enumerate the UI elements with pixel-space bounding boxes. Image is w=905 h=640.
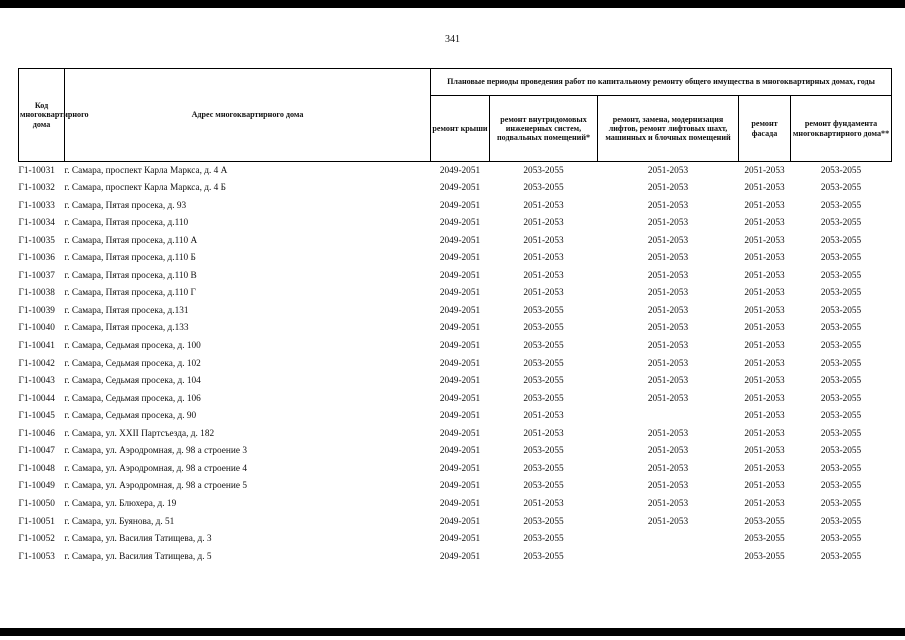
- cell-foundation: 2053-2055: [820, 428, 862, 439]
- cell-utilities: 2053-2055: [523, 341, 564, 352]
- cell-code: Г1-10046: [18, 428, 55, 439]
- cell-elevators: [598, 548, 739, 566]
- cell-foundation: 2053-2055: [820, 516, 862, 527]
- cell-address: г. Самара, Пятая просека, д.133: [64, 323, 189, 334]
- cell-roof: 2049-2051: [439, 200, 481, 211]
- table-row: [19, 197, 892, 215]
- cell-roof: 2049-2051: [439, 411, 481, 422]
- cell-foundation: 2053-2055: [820, 463, 862, 474]
- cell-facade: 2051-2053: [744, 463, 785, 474]
- cell-foundation: 2053-2055: [820, 270, 862, 281]
- cell-elevators: 2051-2053: [647, 341, 689, 352]
- cell-address: г. Самара, ул. Василия Татищева, д. 3: [64, 534, 212, 545]
- cell-roof: 2049-2051: [439, 323, 481, 334]
- page-number: 341: [445, 34, 460, 45]
- cell-roof: 2049-2051: [439, 183, 481, 194]
- cell-roof: 2049-2051: [439, 376, 481, 387]
- cell-address: г. Самара, Пятая просека, д.110 Б: [64, 253, 196, 264]
- cell-elevators: 2051-2053: [647, 200, 689, 211]
- cell-roof: 2049-2051: [439, 253, 481, 264]
- cell-code: Г1-10044: [18, 393, 55, 404]
- cell-facade: 2051-2053: [744, 376, 785, 387]
- cell-facade: 2051-2053: [744, 341, 785, 352]
- cell-roof: 2049-2051: [439, 534, 481, 545]
- table-row: [19, 302, 892, 320]
- cell-elevators: 2051-2053: [647, 481, 689, 492]
- cell-facade: 2051-2053: [744, 218, 785, 229]
- table-row: [19, 355, 892, 373]
- cell-elevators: 2051-2053: [647, 358, 689, 369]
- table-row: [19, 337, 892, 355]
- cell-address: г. Самара, проспект Карла Маркса, д. 4 А: [64, 165, 228, 176]
- table-row: [19, 215, 892, 233]
- cell-address: г. Самара, Седьмая просека, д. 100: [64, 341, 201, 352]
- cell-utilities: 2053-2055: [523, 463, 564, 474]
- cell-facade: 2051-2053: [744, 200, 785, 211]
- cell-utilities: 2053-2055: [523, 551, 564, 562]
- cell-facade: 2051-2053: [744, 481, 785, 492]
- cell-facade: 2051-2053: [744, 288, 785, 299]
- cell-address: г. Самара, Седьмая просека, д. 102: [64, 358, 201, 369]
- header-code: Код многоквартирного дома: [19, 69, 65, 162]
- cell-elevators: 2051-2053: [647, 393, 689, 404]
- cell-elevators: 2051-2053: [647, 376, 689, 387]
- cell-elevators: 2051-2053: [647, 253, 689, 264]
- cell-utilities: 2053-2055: [523, 358, 564, 369]
- cell-elevators: 2051-2053: [647, 463, 689, 474]
- cell-elevators: 2051-2053: [647, 218, 689, 229]
- cell-facade: 2051-2053: [744, 358, 785, 369]
- cell-utilities: 2053-2055: [523, 323, 564, 334]
- cell-code: Г1-10047: [18, 446, 55, 457]
- cell-address: г. Самара, ул. Блюхера, д. 19: [64, 498, 177, 509]
- cell-code: Г1-10039: [18, 305, 55, 316]
- cell-address: г. Самара, Пятая просека, д.110: [64, 218, 189, 229]
- cell-utilities: 2053-2055: [523, 376, 564, 387]
- cell-address: г. Самара, Пятая просека, д.110 В: [64, 270, 197, 281]
- cell-utilities: 2053-2055: [523, 446, 564, 457]
- capital-repair-table: [18, 68, 892, 566]
- cell-code: Г1-10050: [18, 498, 55, 509]
- cell-foundation: 2053-2055: [820, 411, 862, 422]
- cell-code: Г1-10045: [18, 411, 55, 422]
- cell-elevators: [598, 408, 739, 426]
- cell-foundation: 2053-2055: [820, 376, 862, 387]
- cell-elevators: 2051-2053: [647, 183, 689, 194]
- cell-elevators: 2051-2053: [647, 165, 689, 176]
- cell-address: г. Самара, ул. Аэродромная, д. 98 а строение 5: [64, 481, 247, 492]
- table-row: [19, 530, 892, 548]
- cell-utilities: 2053-2055: [523, 534, 564, 545]
- cell-utilities: 2051-2053: [523, 498, 564, 509]
- cell-foundation: 2053-2055: [820, 498, 862, 509]
- cell-address: г. Самара, Пятая просека, д. 93: [64, 200, 187, 211]
- cell-foundation: 2053-2055: [820, 323, 862, 334]
- cell-code: Г1-10041: [18, 341, 55, 352]
- cell-utilities: 2051-2053: [523, 428, 564, 439]
- cell-address: г. Самара, Пятая просека, д.110 А: [64, 235, 198, 246]
- cell-address: г. Самара, Седьмая просека, д. 106: [64, 393, 201, 404]
- table-row: [19, 373, 892, 391]
- cell-utilities: 2051-2053: [523, 288, 564, 299]
- cell-foundation: 2053-2055: [820, 341, 862, 352]
- cell-roof: 2049-2051: [439, 428, 481, 439]
- header-elevators: ремонт, замена, модернизация лифтов, ремонт лифтовых шахт, машинных и блочных помещений: [598, 96, 739, 162]
- top-border-rule: [0, 0, 905, 8]
- cell-address: г. Самара, ул. Буянова, д. 51: [64, 516, 175, 527]
- cell-elevators: 2051-2053: [647, 270, 689, 281]
- cell-facade: 2053-2055: [744, 516, 785, 527]
- cell-elevators: 2051-2053: [647, 288, 689, 299]
- cell-code: Г1-10049: [18, 481, 55, 492]
- cell-address: г. Самара, ул. Василия Татищева, д. 5: [64, 551, 212, 562]
- table-row: [19, 180, 892, 198]
- cell-foundation: 2053-2055: [820, 288, 862, 299]
- cell-address: г. Самара, ул. Аэродромная, д. 98 а строение 3: [64, 446, 247, 457]
- table-row: [19, 267, 892, 285]
- cell-elevators: 2051-2053: [647, 446, 689, 457]
- cell-utilities: 2051-2053: [523, 411, 564, 422]
- cell-roof: 2049-2051: [439, 446, 481, 457]
- cell-elevators: 2051-2053: [647, 323, 689, 334]
- cell-roof: 2049-2051: [439, 165, 481, 176]
- table-row: [19, 250, 892, 268]
- table-row: [19, 513, 892, 531]
- cell-code: Г1-10051: [18, 516, 55, 527]
- table-row: [19, 320, 892, 338]
- header-periods-group: Плановые периоды проведения работ по капитальному ремонту общего имущества в многоквартирных домах, годы: [431, 69, 892, 96]
- cell-foundation: 2053-2055: [820, 218, 862, 229]
- cell-foundation: 2053-2055: [820, 253, 862, 264]
- cell-address: г. Самара, Пятая просека, д.131: [64, 305, 189, 316]
- header-foundation: ремонт фундамента многоквартирного дома**: [791, 96, 892, 162]
- cell-roof: 2049-2051: [439, 270, 481, 281]
- table-row: [19, 162, 892, 180]
- cell-utilities: 2053-2055: [523, 165, 564, 176]
- header-facade: ремонт фасада: [739, 96, 791, 162]
- cell-facade: 2051-2053: [744, 393, 785, 404]
- cell-elevators: 2051-2053: [647, 516, 689, 527]
- cell-roof: 2049-2051: [439, 288, 481, 299]
- table-row: [19, 460, 892, 478]
- table-row: [19, 443, 892, 461]
- cell-elevators: 2051-2053: [647, 305, 689, 316]
- cell-foundation: 2053-2055: [820, 305, 862, 316]
- cell-utilities: 2053-2055: [523, 481, 564, 492]
- cell-code: Г1-10033: [18, 200, 55, 211]
- table-body: [19, 162, 892, 566]
- cell-facade: 2051-2053: [744, 446, 785, 457]
- cell-code: Г1-10031: [18, 165, 55, 176]
- cell-foundation: 2053-2055: [820, 481, 862, 492]
- cell-foundation: 2053-2055: [820, 534, 862, 545]
- cell-foundation: 2053-2055: [820, 200, 862, 211]
- bottom-border-rule: [0, 628, 905, 636]
- cell-address: г. Самара, ул. Аэродромная, д. 98 а строение 4: [64, 463, 247, 474]
- cell-facade: 2051-2053: [744, 428, 785, 439]
- cell-facade: 2053-2055: [744, 534, 785, 545]
- cell-facade: 2051-2053: [744, 270, 785, 281]
- cell-roof: 2049-2051: [439, 341, 481, 352]
- table-row: [19, 390, 892, 408]
- cell-roof: 2049-2051: [439, 551, 481, 562]
- cell-code: Г1-10038: [18, 288, 55, 299]
- cell-address: г. Самара, Седьмая просека, д. 90: [64, 411, 197, 422]
- table-row: [19, 408, 892, 426]
- cell-utilities: 2051-2053: [523, 270, 564, 281]
- cell-roof: 2049-2051: [439, 218, 481, 229]
- cell-facade: 2051-2053: [744, 165, 785, 176]
- cell-foundation: 2053-2055: [820, 446, 862, 457]
- cell-roof: 2049-2051: [439, 516, 481, 527]
- cell-roof: 2049-2051: [439, 498, 481, 509]
- header-roof: ремонт крыши: [431, 96, 490, 162]
- cell-code: Г1-10037: [18, 270, 55, 281]
- table-row: [19, 425, 892, 443]
- cell-elevators: 2051-2053: [647, 428, 689, 439]
- cell-utilities: 2053-2055: [523, 305, 564, 316]
- cell-utilities: 2051-2053: [523, 200, 564, 211]
- cell-facade: 2051-2053: [744, 235, 785, 246]
- table-row: [19, 478, 892, 496]
- cell-foundation: 2053-2055: [820, 551, 862, 562]
- cell-foundation: 2053-2055: [820, 393, 862, 404]
- cell-foundation: 2053-2055: [820, 165, 862, 176]
- cell-address: г. Самара, ул. XXII Партсъезда, д. 182: [64, 428, 215, 439]
- cell-elevators: [598, 530, 739, 548]
- cell-roof: 2049-2051: [439, 393, 481, 404]
- cell-code: Г1-10043: [18, 376, 55, 387]
- cell-code: Г1-10034: [18, 218, 55, 229]
- cell-roof: 2049-2051: [439, 235, 481, 246]
- cell-utilities: 2053-2055: [523, 183, 564, 194]
- table-row: [19, 495, 892, 513]
- header-address: Адрес многоквартирного дома: [65, 69, 431, 162]
- cell-utilities: 2053-2055: [523, 393, 564, 404]
- cell-foundation: 2053-2055: [820, 358, 862, 369]
- cell-code: Г1-10032: [18, 183, 55, 194]
- cell-code: Г1-10048: [18, 463, 55, 474]
- cell-roof: 2049-2051: [439, 305, 481, 316]
- cell-utilities: 2051-2053: [523, 218, 564, 229]
- table-row: [19, 285, 892, 303]
- cell-facade: 2051-2053: [744, 411, 785, 422]
- cell-facade: 2051-2053: [744, 305, 785, 316]
- cell-code: Г1-10040: [18, 323, 55, 334]
- cell-code: Г1-10036: [18, 253, 55, 264]
- cell-facade: 2051-2053: [744, 253, 785, 264]
- cell-elevators: 2051-2053: [647, 498, 689, 509]
- cell-roof: 2049-2051: [439, 358, 481, 369]
- table-row: [19, 232, 892, 250]
- cell-facade: 2051-2053: [744, 498, 785, 509]
- cell-address: г. Самара, Пятая просека, д.110 Г: [64, 288, 196, 299]
- cell-elevators: 2051-2053: [647, 235, 689, 246]
- cell-roof: 2049-2051: [439, 481, 481, 492]
- cell-code: Г1-10053: [18, 551, 55, 562]
- cell-code: Г1-10035: [18, 235, 55, 246]
- cell-foundation: 2053-2055: [820, 183, 862, 194]
- cell-facade: 2053-2055: [744, 551, 785, 562]
- cell-address: г. Самара, проспект Карла Маркса, д. 4 Б: [64, 183, 226, 194]
- cell-foundation: 2053-2055: [820, 235, 862, 246]
- cell-address: г. Самара, Седьмая просека, д. 104: [64, 376, 201, 387]
- header-utilities: ремонт внутридомовых инженерных систем, подвальных помещений*: [490, 96, 598, 162]
- cell-roof: 2049-2051: [439, 463, 481, 474]
- cell-utilities: 2051-2053: [523, 235, 564, 246]
- cell-code: Г1-10042: [18, 358, 55, 369]
- cell-facade: 2051-2053: [744, 183, 785, 194]
- cell-utilities: 2053-2055: [523, 516, 564, 527]
- cell-utilities: 2051-2053: [523, 253, 564, 264]
- cell-facade: 2051-2053: [744, 323, 785, 334]
- cell-code: Г1-10052: [18, 534, 55, 545]
- table-row: [19, 548, 892, 566]
